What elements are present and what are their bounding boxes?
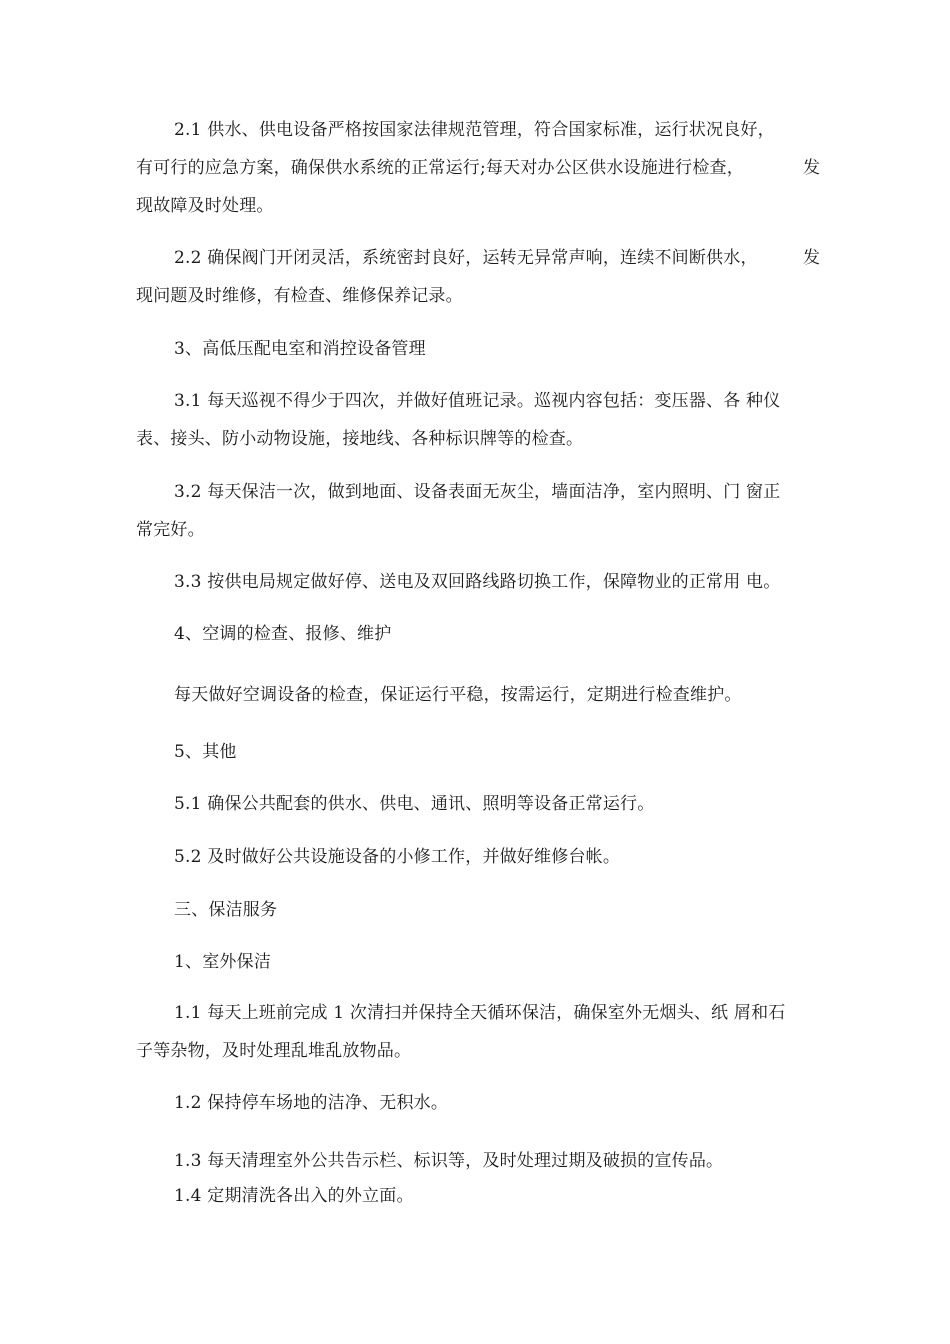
para-2-1-line-2: 有可行的应急方案，确保供水系统的正常运行;每天对办公区供水设施进行检查， [136,158,744,178]
para-1-1-line-2: 子等杂物，及时处理乱堆乱放物品。 [136,1041,412,1061]
para-5-2: 5.2 及时做好公共设施设备的小修工作，并做好维修台帐。 [174,847,621,867]
para-1-1-line-1: 1.1 每天上班前完成 1 次清扫并保持全天循环保洁，确保室外无烟头、纸 屑和石 [174,1003,786,1023]
para-2-2-line-1-end: 发 [803,248,821,268]
heading-5: 5、其他 [174,742,237,762]
para-2-2-line-1: 2.2 确保阀门开闭灵活，系统密封良好，运转无异常声响，连续不间断供水， [174,248,758,268]
para-1-3: 1.3 每天清理室外公共告示栏、标识等，及时处理过期及破损的宣传品。 [174,1151,724,1171]
para-5-1: 5.1 确保公共配套的供水、供电、通讯、照明等设备正常运行。 [174,794,655,814]
para-3-3: 3.3 按供电局规定做好停、送电及双回路线路切换工作，保障物业的正常用 电。 [174,572,781,592]
para-3-2-line-1: 3.2 每天保洁一次，做到地面、设备表面无灰尘，墙面洁净，室内照明、门 窗正 [174,482,781,502]
para-3-1-line-2: 表、接头、防小动物设施，接地线、各种标识牌等的检查。 [136,429,584,449]
para-4-body: 每天做好空调设备的检查，保证运行平稳，按需运行，定期进行检查维护。 [174,685,742,705]
para-3-2-line-2: 常完好。 [136,520,205,540]
para-2-1-line-3: 现故障及时处理。 [136,196,274,216]
heading-4: 4、空调的检查、报修、维护 [174,624,392,644]
para-2-2-line-2: 现问题及时维修，有检查、维修保养记录。 [136,286,463,306]
heading-outdoor-cleaning: 1、室外保洁 [174,952,272,972]
para-1-4: 1.4 定期清洗各出入的外立面。 [174,1186,414,1206]
heading-section-3: 三、保洁服务 [174,900,278,920]
para-3-1-line-1: 3.1 每天巡视不得少于四次，并做好值班记录。巡视内容包括：变压器、各 种仪 [174,391,781,411]
heading-3: 3、高低压配电室和消控设备管理 [174,339,426,359]
para-1-2: 1.2 保持停车场地的洁净、无积水。 [174,1093,449,1113]
para-2-1-line-1: 2.1 供水、供电设备严格按国家法律规范管理，符合国家标准，运行状况良好， [174,120,775,140]
para-2-1-line-2-end: 发 [803,158,821,178]
